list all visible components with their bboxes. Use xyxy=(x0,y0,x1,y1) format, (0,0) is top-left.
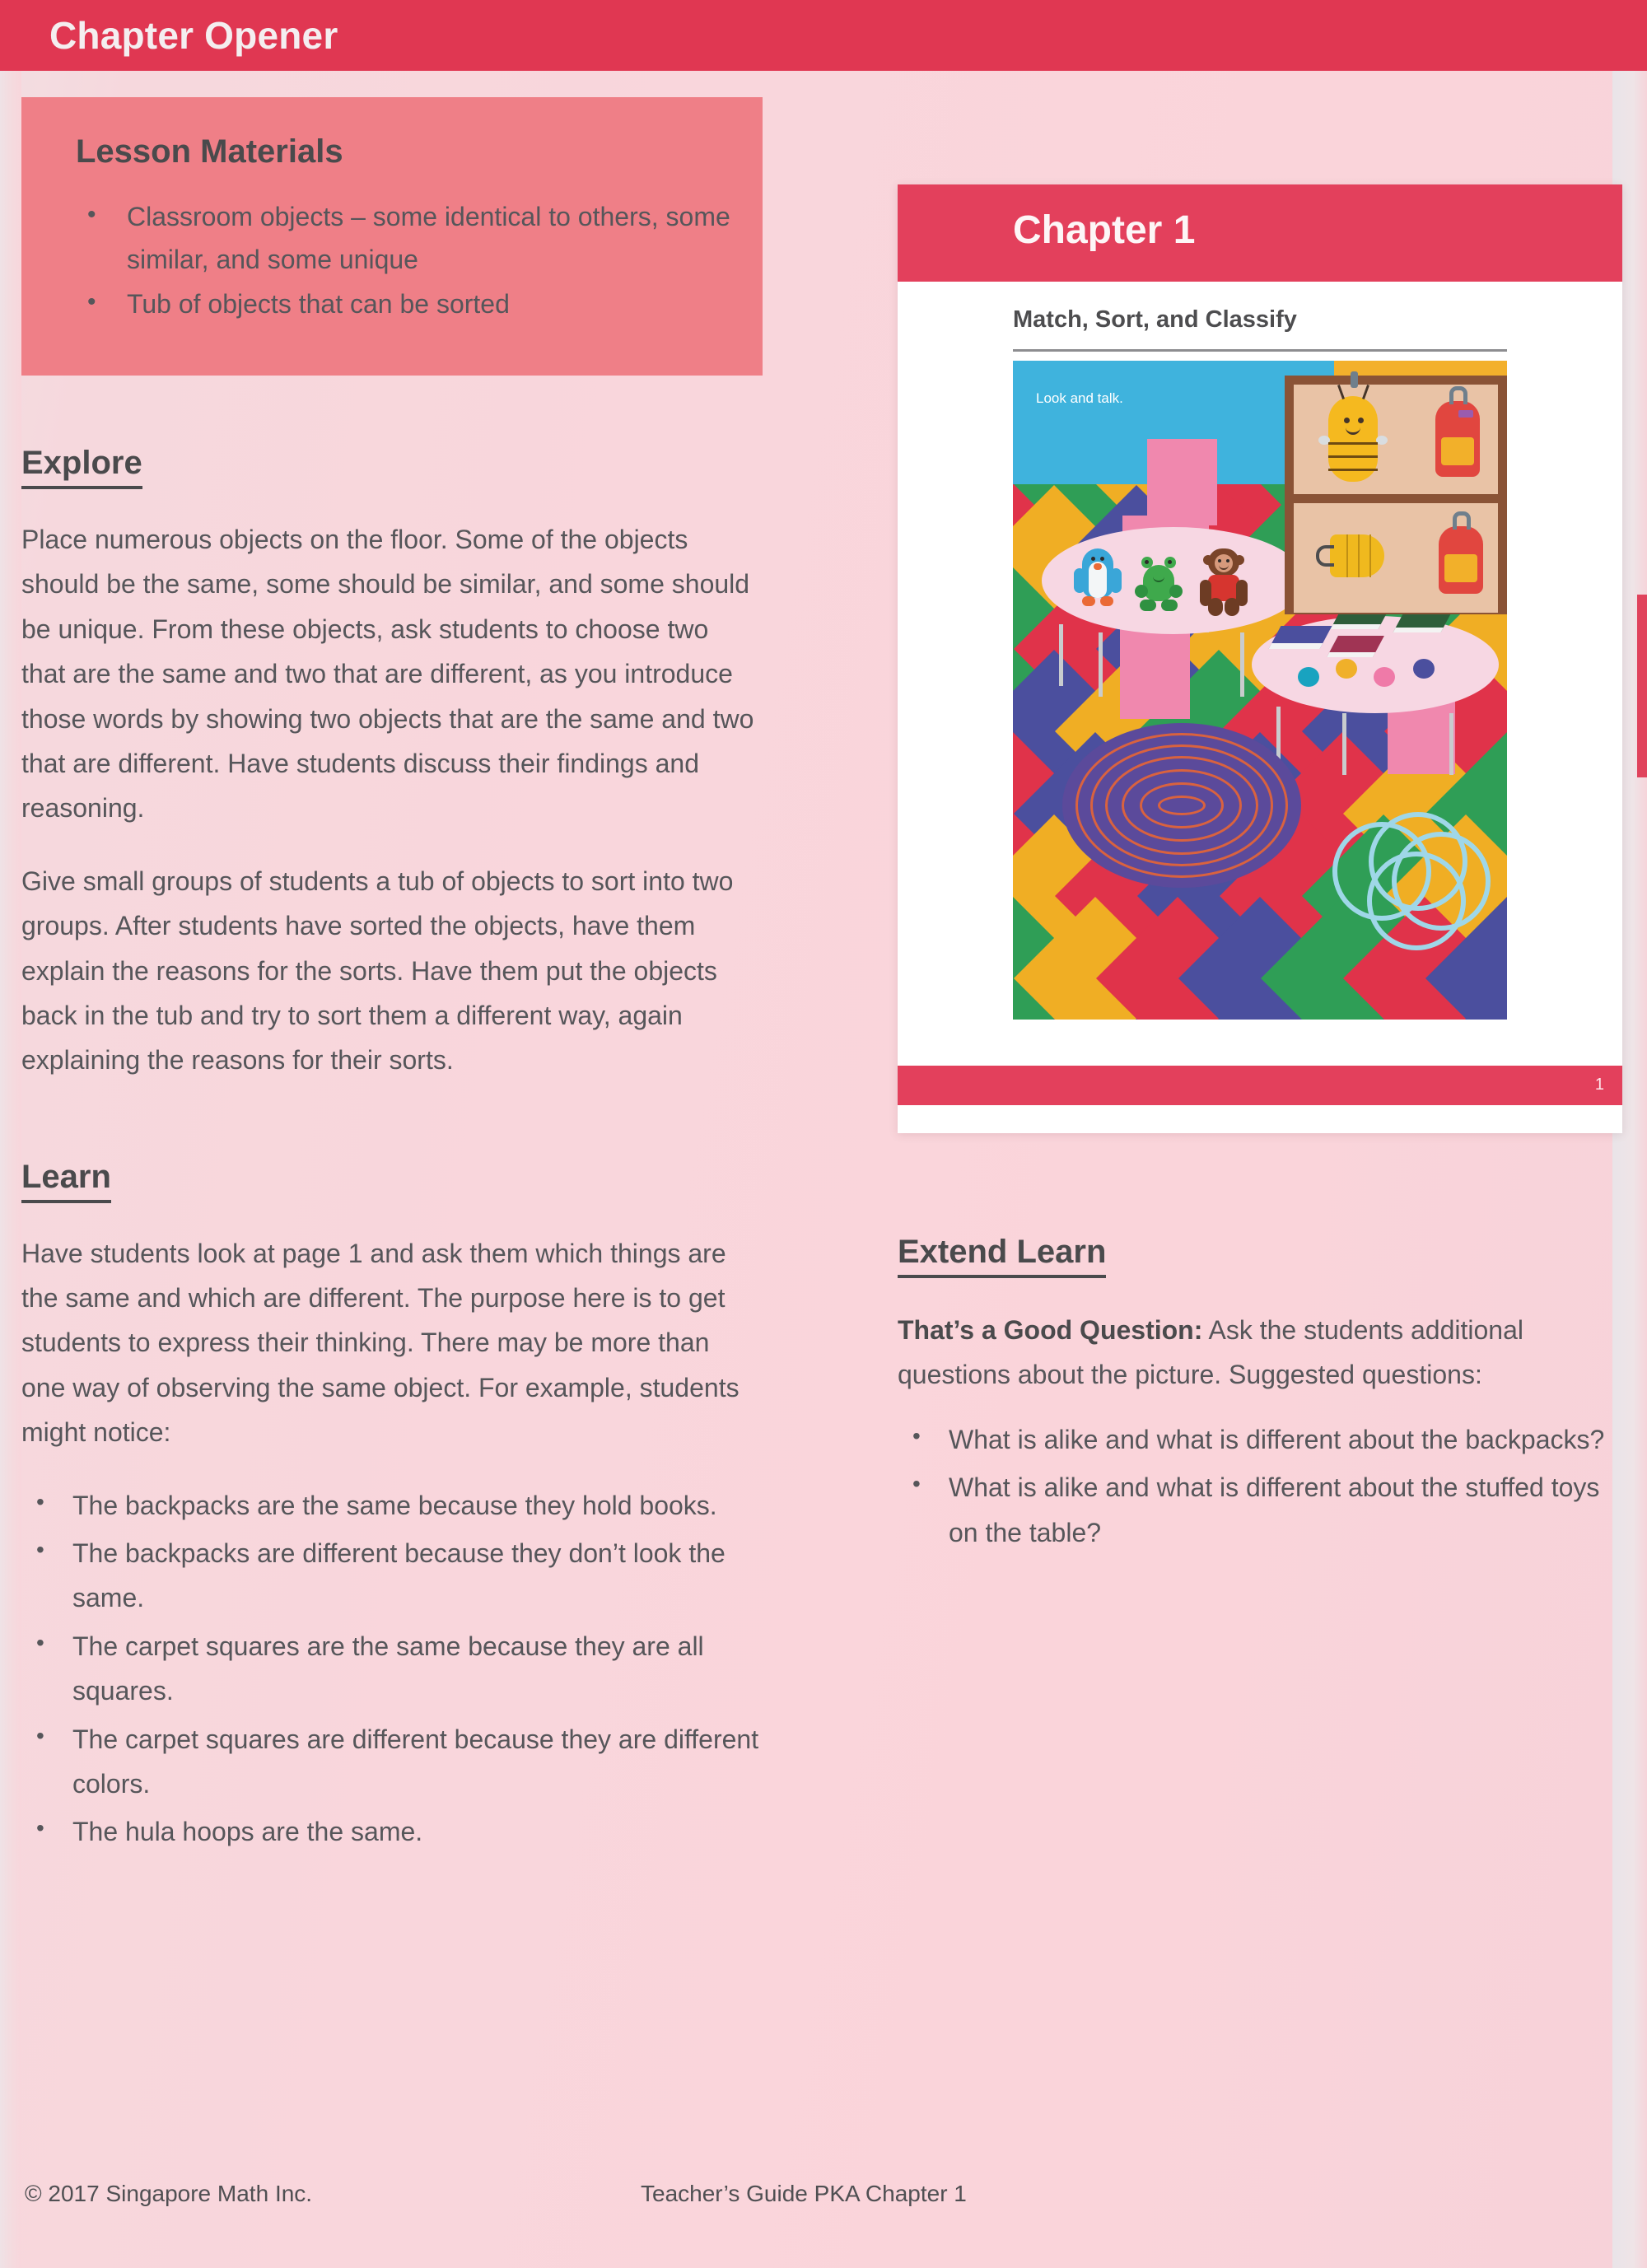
bee-hook xyxy=(1351,371,1358,388)
bee-smile xyxy=(1346,427,1360,435)
classroom-illustration xyxy=(1013,361,1507,1020)
list-item: • What is alike and what is different about the stuffed toys on the table? xyxy=(898,1465,1631,1555)
chapter-edge-tab xyxy=(1637,595,1647,777)
table-leg xyxy=(1099,632,1103,697)
list-item: • The hula hoops are the same. xyxy=(21,1809,771,1854)
frog-toy xyxy=(1135,557,1183,618)
backpack-red-top xyxy=(1435,401,1480,477)
case-handle xyxy=(1316,545,1334,567)
left-column xyxy=(21,445,763,1858)
counter-blue xyxy=(1413,659,1435,679)
bee-eye xyxy=(1358,418,1364,423)
explore-paragraph-1: Place numerous objects on the floor. Some of the objects should be the same, some should be similar, and some should be unique. From these objects, ask students to choose two that are the same and two that are different, as you introduce those words by showing two objects that are the same and two that are different. Have students discuss their findings and reasoning. xyxy=(21,525,754,824)
learn-bullet-list xyxy=(21,1483,763,1855)
learn-intro-paragraph: Have students look at page 1 and ask them which things are the same and which are different. The purpose here is to get students to express their thinking. There may be more than one way of observing the same object. For example, students might notice: xyxy=(21,1238,740,1448)
counter-yellow xyxy=(1336,659,1357,679)
cubby-shelf xyxy=(1285,376,1507,614)
student-book-page-preview xyxy=(898,184,1622,1133)
backpack-red-bottom xyxy=(1439,526,1483,594)
extend-learn-section xyxy=(898,1234,1631,1558)
backpack-pocket xyxy=(1444,554,1477,582)
shelf-row-top xyxy=(1294,385,1498,494)
chair-back xyxy=(1147,439,1217,525)
backpack-tag xyxy=(1458,410,1473,418)
bee-backpack-icon xyxy=(1328,396,1378,482)
good-question-rest: Ask the students additional questions about the picture. Suggested questions: xyxy=(898,1315,1523,1390)
bee-antenna xyxy=(1362,385,1369,399)
book-subtitle: Match, Sort, and Classify xyxy=(1013,306,1297,333)
bee-antenna xyxy=(1337,385,1345,399)
footer-guide-label: Teacher’s Guide PKA Chapter 1 xyxy=(641,2181,967,2206)
extend-learn-bullet-list xyxy=(898,1417,1631,1555)
list-item: • Tub of objects that can be sorted xyxy=(76,283,735,326)
list-item: • What is alike and what is different about the backpacks? xyxy=(898,1417,1631,1462)
list-item: • Classroom objects – some identical to others, some similar, and some unique xyxy=(76,196,735,282)
explore-paragraph-2: Give small groups of students a tub of objects to sort into two groups. After students have sorted the objects, have them explain the reasons for the sorts. Have them put the objects back in the tub and try to sort them a different way, again explaining the reasons for their sorts. xyxy=(21,866,734,1076)
list-item: • The carpet squares are different because they are different colors. xyxy=(21,1717,771,1807)
hula-hoop xyxy=(1367,852,1466,950)
monkey-toy xyxy=(1198,548,1249,618)
bee-wing xyxy=(1376,436,1388,445)
section-heading-extend-learn: Extend Learn xyxy=(898,1234,1106,1278)
chapter-opener-header xyxy=(0,0,1647,71)
backpack-handle xyxy=(1449,386,1467,404)
table-leg xyxy=(1059,624,1063,686)
page-gutter xyxy=(0,0,21,2268)
table-leg xyxy=(1449,713,1453,775)
counter-teal xyxy=(1298,667,1319,687)
extend-learn-paragraph xyxy=(898,1308,1631,1398)
backpack-pocket xyxy=(1441,437,1474,465)
look-and-talk-prompt: Look and talk. xyxy=(1036,390,1123,406)
section-heading-explore: Explore xyxy=(21,445,142,489)
list-item: • The carpet squares are the same because they are all squares. xyxy=(21,1624,771,1714)
penguin-toy xyxy=(1074,548,1122,618)
book-page-number: 1 xyxy=(1594,1076,1604,1094)
yellow-case xyxy=(1330,534,1384,577)
shelf-row-bottom xyxy=(1294,503,1498,613)
right-column xyxy=(898,184,1622,1133)
backpack-handle xyxy=(1453,511,1471,530)
book-chapter-header xyxy=(898,184,1622,282)
list-item: • The backpacks are different because they don’t look the same. xyxy=(21,1531,771,1621)
footer-copyright: © 2017 Singapore Math Inc. xyxy=(25,2181,313,2206)
book-footer-bar xyxy=(898,1066,1622,1105)
table-leg xyxy=(1342,713,1346,775)
page-footer xyxy=(0,2181,1647,2230)
section-heading-learn: Learn xyxy=(21,1159,111,1203)
lesson-materials-title: Lesson Materials xyxy=(76,133,343,170)
counter-pink xyxy=(1374,667,1395,687)
bee-eye xyxy=(1344,418,1350,423)
table-leg xyxy=(1240,632,1244,697)
page-title: Chapter Opener xyxy=(49,14,338,57)
good-question-lead: That’s a Good Question: xyxy=(898,1315,1203,1345)
list-item: • The backpacks are the same because they hold books. xyxy=(21,1483,771,1528)
oval-rug xyxy=(1062,723,1301,888)
book-chapter-label: Chapter 1 xyxy=(1013,208,1196,252)
lesson-materials-box xyxy=(21,97,763,376)
lesson-materials-list xyxy=(76,196,735,327)
book-divider-rule xyxy=(1013,349,1507,352)
